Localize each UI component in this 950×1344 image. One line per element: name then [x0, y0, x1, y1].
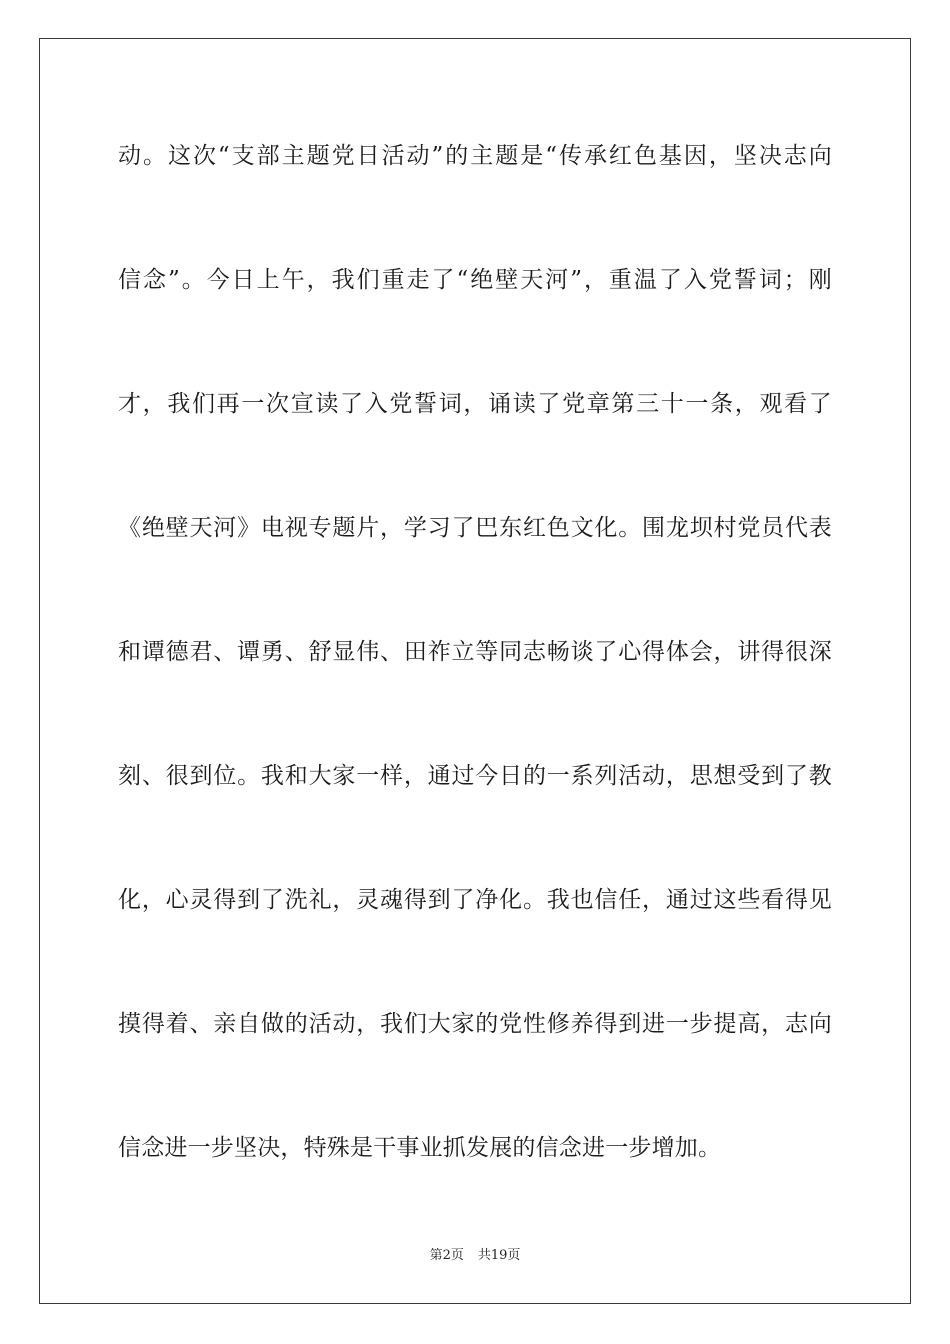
body-text-line: 化，心灵得到了洗礼，灵魂得到了净化。我也信任，通过这些看得见 — [118, 887, 832, 913]
page-number: 第2页 — [429, 1248, 464, 1263]
total-pages: 共19页 — [477, 1248, 521, 1263]
body-text-line: 刻、很到位。我和大家一样，通过今日的一系列活动，思想受到了教 — [118, 763, 832, 789]
page-border — [39, 38, 911, 1304]
body-text-line: 信念进一步坚决，特殊是干事业抓发展的信念进一步增加。 — [118, 1135, 722, 1161]
body-text-line: 《绝壁天河》电视专题片，学习了巴东红色文化。围龙坝村党员代表 — [118, 515, 832, 541]
body-text-line: 动。这次“支部主题党日活动”的主题是“传承红色基因，坚决志向 — [118, 143, 832, 169]
page-footer — [0, 1248, 950, 1264]
body-text-line: 才，我们再一次宣读了入党誓词，诵读了党章第三十一条，观看了 — [118, 391, 832, 417]
body-text-line: 信念”。今日上午，我们重走了“绝壁天河”，重温了入党誓词；刚 — [118, 267, 832, 293]
body-text-line: 摸得着、亲自做的活动，我们大家的党性修养得到进一步提高，志向 — [118, 1011, 832, 1037]
body-text-line: 和谭德君、谭勇、舒显伟、田祚立等同志畅谈了心得体会，讲得很深 — [118, 639, 832, 665]
